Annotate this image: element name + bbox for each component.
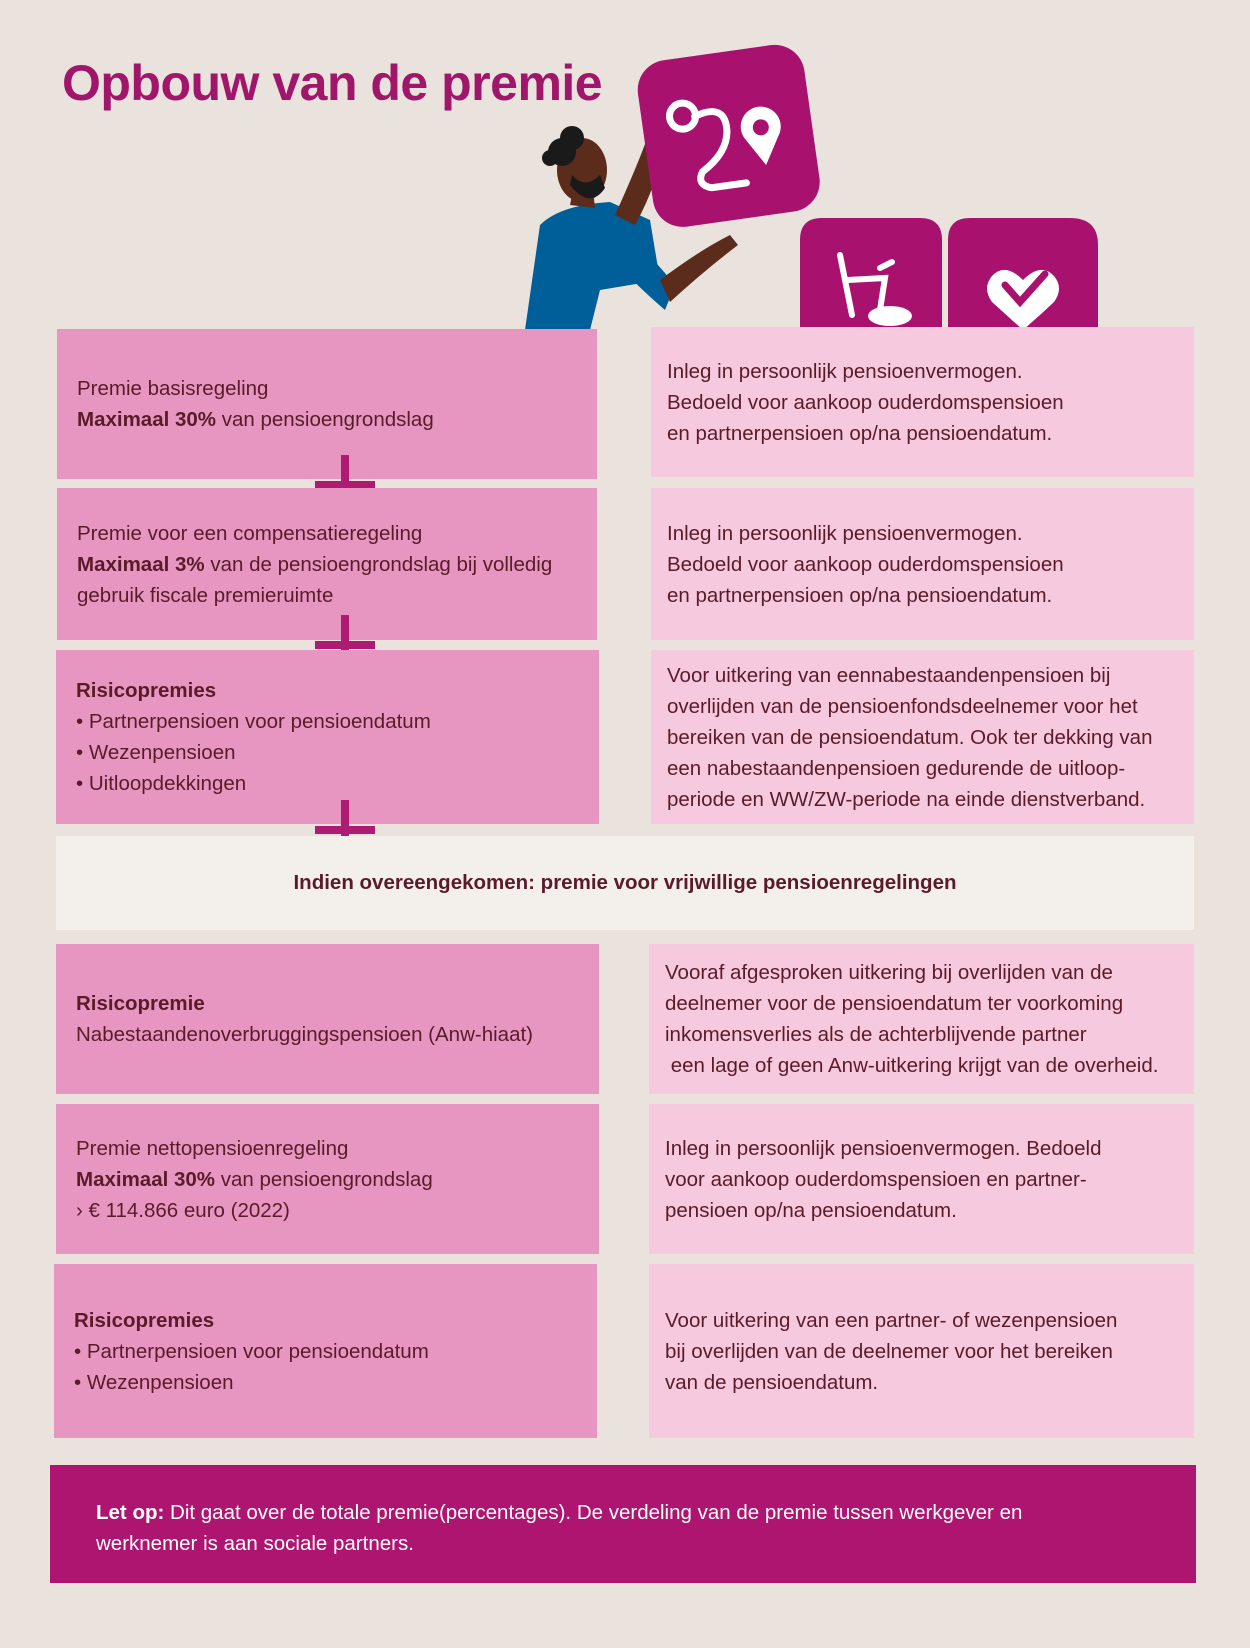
description-line: en partnerpensioen op/na pensioendatum. <box>667 583 1053 607</box>
premium-line: • Uitloopdekkingen <box>76 772 247 795</box>
premium-line-bold: Risicopremies <box>74 1308 215 1332</box>
description-line: pensioen op/na pensioendatum. <box>665 1198 957 1222</box>
description-line: periode en WW/ZW-periode na einde dienstverband. <box>667 787 1146 811</box>
description-line: en partnerpensioen op/na pensioendatum. <box>667 421 1053 445</box>
premium-line-rest: van pensioengrondslag <box>216 408 434 431</box>
description-box-1 <box>651 327 1194 477</box>
premium-line <box>76 675 579 706</box>
premium-line-bold: Maximaal 3% <box>77 552 205 576</box>
note-text-line1: Dit gaat over de totale premie(percentages). De verdeling van de premie tussen werkgever en <box>164 1501 1023 1524</box>
premium-box-5 <box>56 1104 599 1254</box>
premium-line: • Partnerpensioen voor pensioendatum <box>76 710 431 733</box>
premium-line-bold: Risicopremie <box>76 992 205 1015</box>
premium-line: • Wezenpensioen <box>74 1370 234 1394</box>
premium-line: • Wezenpensioen <box>76 741 236 764</box>
description-line: voor aankoop ouderdomspensioen en partner- <box>665 1167 1087 1191</box>
description-line: Voor uitkering van eennabestaandenpensioen bij <box>667 663 1111 687</box>
premium-line: Premie basisregeling <box>77 377 269 400</box>
premium-line <box>77 549 577 580</box>
premium-line <box>76 1164 579 1195</box>
description-line: Inleg in persoonlijk pensioenvermogen. <box>667 521 1023 545</box>
page-title: Opbouw van de premie <box>62 55 603 111</box>
description-line: Inleg in persoonlijk pensioenvermogen. <box>667 359 1023 383</box>
description-line: een nabestaandenpensioen gedurende de uitloop- <box>667 756 1126 780</box>
premium-line: › € 114.866 euro (2022) <box>76 1198 290 1222</box>
heart-check-icon <box>948 218 1098 330</box>
premium-line: Premie nettopensioenregeling <box>76 1136 349 1160</box>
description-box-5 <box>649 1104 1194 1254</box>
premium-line-bold: Maximaal 30% <box>76 1167 216 1191</box>
premium-line: Nabestaandenoverbruggingspensioen (Anw-hiaat) <box>76 1023 533 1046</box>
description-box-3 <box>651 650 1194 824</box>
note-box <box>50 1465 1196 1583</box>
premium-box-6 <box>54 1264 597 1438</box>
premium-line <box>74 1305 577 1336</box>
illustration <box>500 40 1180 330</box>
wheelchair-icon <box>800 218 942 330</box>
description-line: bereiken van de pensioendatum. Ook ter dekking van <box>667 725 1153 749</box>
premium-line-bold: Maximaal 30% <box>77 408 217 431</box>
description-line: Bedoeld voor aankoop ouderdomspensioen <box>667 552 1064 576</box>
description-box-2 <box>651 488 1194 640</box>
premium-line: • Partnerpensioen voor pensioendatum <box>74 1339 429 1363</box>
premium-box-4 <box>56 944 599 1094</box>
note-text-line2: werknemer is aan sociale partners. <box>96 1532 414 1555</box>
premium-line <box>77 404 577 435</box>
premium-line-rest: van de pensioengrondslag bij volledig <box>204 552 553 576</box>
description-box-4 <box>649 944 1194 1094</box>
note-label: Let op: <box>96 1501 165 1524</box>
description-box-6 <box>649 1264 1194 1438</box>
premium-line <box>76 988 579 1019</box>
description-line: Bedoeld voor aankoop ouderdomspensioen <box>667 390 1064 414</box>
description-line: van de pensioendatum. <box>665 1370 879 1394</box>
description-line: Inleg in persoonlijk pensioenvermogen. Bedoeld <box>665 1136 1102 1160</box>
description-line: overlijden van de pensioenfondsdeelnemer voor het <box>667 694 1138 718</box>
premium-box-3 <box>56 650 599 824</box>
premium-line-bold: Risicopremies <box>76 679 217 702</box>
description-line: Voor uitkering van een partner- of wezenpensioen <box>665 1308 1118 1332</box>
description-line: deelnemer voor de pensioendatum ter voorkoming <box>665 992 1124 1015</box>
premium-line: Premie voor een compensatieregeling <box>77 521 423 545</box>
description-line: bij overlijden van de deelnemer voor het bereiken <box>665 1339 1113 1363</box>
premium-line: gebruik fiscale premieruimte <box>77 583 334 607</box>
description-line: een lage of geen Anw-uitkering krijgt van de overheid. <box>665 1054 1159 1077</box>
premium-line-rest: van pensioengrondslag <box>215 1167 433 1191</box>
voluntary-schemes-banner: Indien overeengekomen: premie voor vrijwillige pensioenregelingen <box>56 836 1194 930</box>
description-line: Vooraf afgesproken uitkering bij overlijden van de <box>665 961 1113 984</box>
description-line: inkomensverlies als de achterblijvende partner <box>665 1023 1087 1046</box>
route-pin-icon <box>634 41 824 231</box>
